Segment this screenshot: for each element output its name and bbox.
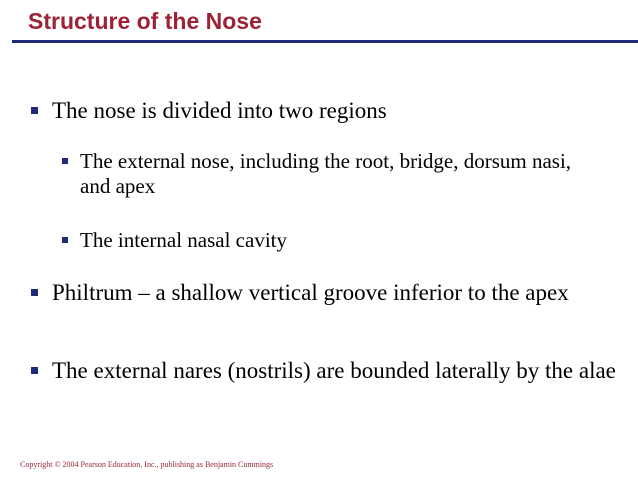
square-bullet-icon (31, 367, 38, 374)
title-underline-rule (12, 40, 638, 43)
sub-bullet-item (80, 228, 600, 253)
bullet-text: The nose is divided into two regions (52, 98, 387, 123)
bullet-text: Philtrum – a shallow vertical groove inferior to the apex (52, 280, 569, 305)
sub-bullet-item (80, 149, 600, 199)
bullet-item (52, 357, 627, 384)
bullet-text: The external nares (nostrils) are bounded laterally by the alae (52, 358, 616, 383)
square-bullet-icon (31, 289, 38, 296)
square-bullet-icon (62, 158, 68, 164)
square-bullet-icon (62, 237, 68, 243)
square-bullet-icon (31, 107, 38, 114)
bullet-text: The external nose, including the root, bridge, dorsum nasi, and apex (80, 149, 572, 198)
bullet-item (52, 279, 622, 306)
copyright-footer: Copyright © 2004 Pearson Education, Inc., publishing as Benjamin Cummings (20, 460, 274, 469)
bullet-text: The internal nasal cavity (80, 228, 287, 252)
slide-title: Structure of the Nose (28, 8, 262, 34)
bullet-item (52, 97, 612, 124)
